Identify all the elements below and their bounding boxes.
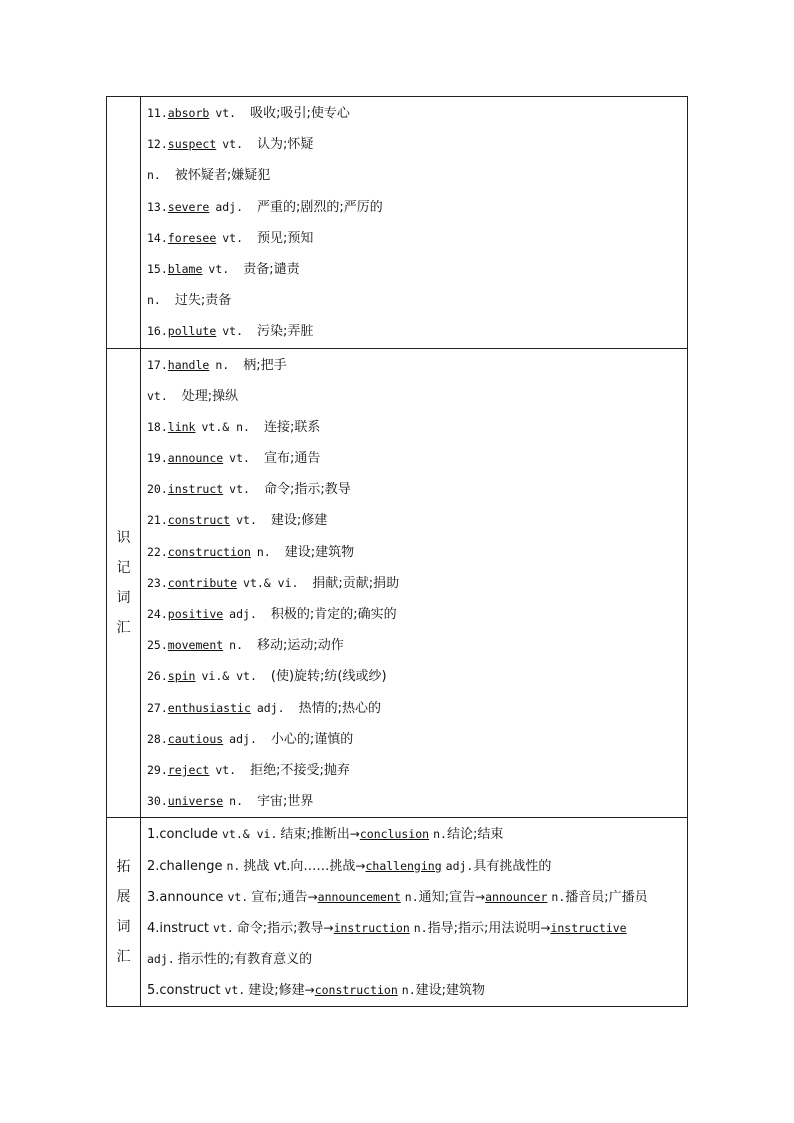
part-of-speech: vt.	[229, 482, 250, 497]
definition: 责备;谴责	[243, 261, 300, 277]
vocab-line	[141, 443, 687, 474]
item-number: 11.	[147, 106, 168, 120]
part-of-speech: vt.	[236, 513, 257, 528]
item-number: 30.	[147, 794, 168, 809]
definition: 命令;指示;教导	[263, 482, 351, 498]
section-row	[107, 97, 688, 349]
headword: link	[167, 419, 196, 434]
headword: construction	[167, 544, 251, 559]
derived-word: instruction	[333, 920, 410, 935]
vocab-line	[141, 350, 687, 381]
section-category	[107, 818, 141, 1007]
definition: 积极的;肯定的;确实的	[270, 607, 397, 622]
part-of-speech: vt.	[208, 261, 230, 276]
vocab-line	[141, 98, 687, 129]
part-of-speech: n.	[401, 983, 416, 998]
definition: 柄;把手	[243, 357, 287, 373]
vocab-line	[141, 819, 687, 850]
section-category	[107, 348, 141, 818]
part-of-speech: n.	[147, 293, 161, 308]
headword: universe	[167, 794, 224, 809]
vocab-line	[141, 755, 687, 786]
vocab-line	[141, 537, 687, 568]
part-of-speech: n.	[215, 357, 230, 372]
definition: 建设;建筑物	[415, 983, 486, 999]
vocab-line	[141, 160, 687, 191]
definition: 热情的;热心的	[298, 700, 381, 716]
vocab-line	[141, 693, 687, 724]
definition: 结论;结束	[446, 827, 504, 843]
definition: 播音员;广播员	[565, 889, 648, 905]
vocab-line	[141, 223, 687, 254]
definition: 连接;联系	[263, 419, 321, 435]
part-of-speech: vt.	[212, 920, 234, 935]
vocab-line	[141, 786, 687, 817]
vocab-line	[141, 568, 687, 599]
part-of-speech: n.	[551, 889, 566, 904]
part-of-speech: n.	[433, 827, 447, 842]
vocab-line	[141, 381, 687, 412]
arrow-icon: →	[323, 920, 334, 935]
definition: 建设;建筑物	[284, 544, 355, 560]
item-number: 18.	[147, 419, 168, 434]
arrow-icon: →	[355, 858, 366, 873]
headword: challenge	[159, 858, 223, 874]
headword: instruct	[167, 482, 224, 497]
category-char: 词	[116, 919, 131, 936]
definition: 宇宙;世界	[257, 794, 314, 810]
headword: suspect	[167, 137, 217, 152]
category-char: 汇	[116, 619, 131, 636]
headword: announce	[167, 451, 224, 466]
vocab-line	[141, 630, 687, 661]
headword: pollute	[167, 324, 217, 339]
item-number: 19.	[147, 451, 168, 466]
headword: contribute	[167, 575, 238, 590]
part-of-speech: adj.	[445, 858, 474, 873]
item-number: 28.	[147, 731, 168, 746]
derived-word: challenging	[365, 858, 442, 873]
item-number: 12.	[147, 137, 168, 152]
definition: 严重的;剧烈的;严厉的	[257, 199, 383, 215]
part-of-speech: vt.& vi.	[243, 575, 299, 590]
definition: 吸收;吸引;使专心	[250, 106, 350, 121]
definition: 通知;宣告	[418, 889, 476, 905]
vocab-line	[141, 474, 687, 505]
part-of-speech: n.	[226, 858, 241, 873]
vocab-line	[141, 913, 687, 944]
item-number: 24.	[147, 607, 168, 621]
item-number: 15.	[147, 261, 168, 276]
vocab-line	[141, 851, 687, 882]
item-number: 26.	[147, 669, 168, 684]
vocab-line	[141, 412, 687, 443]
definition: 移动;运动;动作	[257, 638, 344, 654]
category-char: 拓	[116, 859, 131, 876]
definition: 命令;指示;教导	[236, 920, 324, 936]
part-of-speech: n.	[404, 889, 419, 904]
definition: 拒绝;不接受;抛弃	[250, 762, 350, 778]
vocab-line	[141, 882, 687, 913]
part-of-speech: vt.	[147, 388, 168, 403]
section-content	[141, 818, 688, 1007]
part-of-speech: vt.	[224, 983, 246, 998]
vocab-line	[141, 129, 687, 160]
part-of-speech: vt.	[222, 230, 244, 245]
definition: 认为;怀疑	[257, 137, 314, 153]
item-number: 25.	[147, 638, 168, 653]
vocab-line	[141, 724, 687, 755]
headword: foresee	[167, 230, 217, 245]
item-number: 27.	[147, 700, 168, 715]
headword: announce	[159, 889, 224, 905]
part-of-speech: vi.& vt.	[201, 669, 257, 684]
part-of-speech: vt.	[215, 762, 237, 777]
section-row	[107, 818, 688, 1007]
headword: cautious	[167, 731, 224, 746]
item-number: 14.	[147, 230, 168, 245]
headword: instruct	[159, 920, 209, 936]
definition: 具有挑战性的	[473, 858, 552, 874]
part-of-speech: n.	[229, 794, 244, 809]
section-category	[107, 97, 141, 349]
part-of-speech: adj.	[229, 731, 257, 746]
part-of-speech: n.	[413, 920, 428, 935]
part-of-speech: vt.	[215, 106, 237, 120]
arrow-icon: →	[307, 889, 318, 904]
vocab-line	[141, 944, 687, 975]
item-number: 20.	[147, 482, 168, 497]
headword: construct	[167, 513, 231, 528]
part-of-speech: vt.& n.	[201, 419, 250, 434]
definition: 过失;责备	[174, 293, 232, 309]
arrow-icon: →	[540, 920, 551, 935]
part-of-speech: vt.	[222, 137, 244, 152]
item-number: 2.	[147, 858, 160, 874]
headword: movement	[167, 638, 224, 653]
section-content	[141, 348, 688, 818]
headword: spin	[167, 669, 196, 684]
part-of-speech: vt.& vi.	[222, 827, 278, 842]
part-of-speech: adj.	[215, 199, 244, 214]
category-char: 识	[116, 529, 131, 546]
derived-word: announcer	[485, 889, 548, 904]
item-number: 23.	[147, 575, 168, 590]
vocab-line	[141, 505, 687, 536]
item-number: 5.	[147, 983, 160, 999]
derived-word: construction	[314, 983, 398, 998]
section-content	[141, 97, 688, 349]
definition: 处理;操纵	[181, 388, 239, 404]
vocab-line	[141, 316, 687, 347]
definition: 结束;推断出	[280, 827, 350, 843]
part-of-speech: adj.	[229, 607, 257, 621]
headword: conclude	[159, 827, 218, 843]
part-of-speech: vt.	[229, 451, 250, 466]
section-row	[107, 348, 688, 818]
headword: blame	[167, 261, 203, 276]
arrow-icon: →	[349, 827, 360, 842]
headword: positive	[167, 607, 224, 621]
item-number: 21.	[147, 513, 168, 528]
item-number: 16.	[147, 324, 168, 339]
part-of-speech: n.	[147, 168, 161, 183]
item-number: 1.	[147, 827, 160, 843]
definition: 预见;预知	[257, 230, 314, 246]
vocab-line	[141, 661, 687, 692]
headword: construct	[159, 983, 221, 999]
definition: 指导;指示;用法说明	[427, 920, 541, 936]
part-of-speech: vt.	[222, 324, 244, 339]
part-of-speech: adj.	[147, 952, 175, 967]
arrow-icon: →	[304, 983, 315, 998]
category-char: 展	[116, 889, 131, 906]
definition: 宣布;通告	[251, 889, 308, 905]
category-char: 词	[116, 589, 131, 606]
item-number: 4.	[147, 920, 160, 936]
vocab-line	[141, 254, 687, 285]
vocab-line	[141, 285, 687, 316]
definition: 捐献;贡献;捐助	[312, 575, 400, 591]
part-of-speech: adj.	[256, 700, 285, 715]
definition: 污染;弄脏	[257, 324, 314, 340]
arrow-icon: →	[475, 889, 486, 904]
headword: absorb	[167, 106, 210, 120]
item-number: 13.	[147, 199, 168, 214]
definition: 建设;修建	[270, 513, 328, 529]
item-number: 29.	[147, 762, 168, 777]
definition: 宣布;通告	[263, 451, 321, 467]
definition: 挑战 vt.向……挑战	[243, 858, 356, 874]
category-char: 记	[116, 559, 131, 576]
vocab-line	[141, 975, 687, 1006]
category-char: 汇	[116, 949, 131, 966]
definition: 指示性的;有教育意义的	[177, 952, 313, 968]
item-number: 17.	[147, 357, 168, 372]
item-number: 22.	[147, 544, 168, 559]
vocab-line	[141, 599, 687, 630]
derived-word: conclusion	[359, 827, 430, 842]
vocabulary-table	[106, 96, 688, 1007]
item-number: 3.	[147, 889, 160, 905]
derived-word: announcement	[317, 889, 401, 904]
definition: 建设;修建	[248, 983, 305, 999]
headword: handle	[167, 357, 210, 372]
part-of-speech: vt.	[227, 889, 249, 904]
derived-word: instructive	[550, 920, 627, 935]
part-of-speech: n.	[229, 638, 244, 653]
vocab-line	[141, 192, 687, 223]
definition: (使)旋转;纺(线或纱)	[270, 669, 387, 685]
headword: reject	[167, 762, 210, 777]
definition: 小心的;谨慎的	[270, 731, 354, 747]
definition: 被怀疑者;嫌疑犯	[174, 168, 271, 184]
headword: enthusiastic	[167, 700, 251, 715]
headword: severe	[167, 199, 210, 214]
part-of-speech: n.	[256, 544, 271, 559]
